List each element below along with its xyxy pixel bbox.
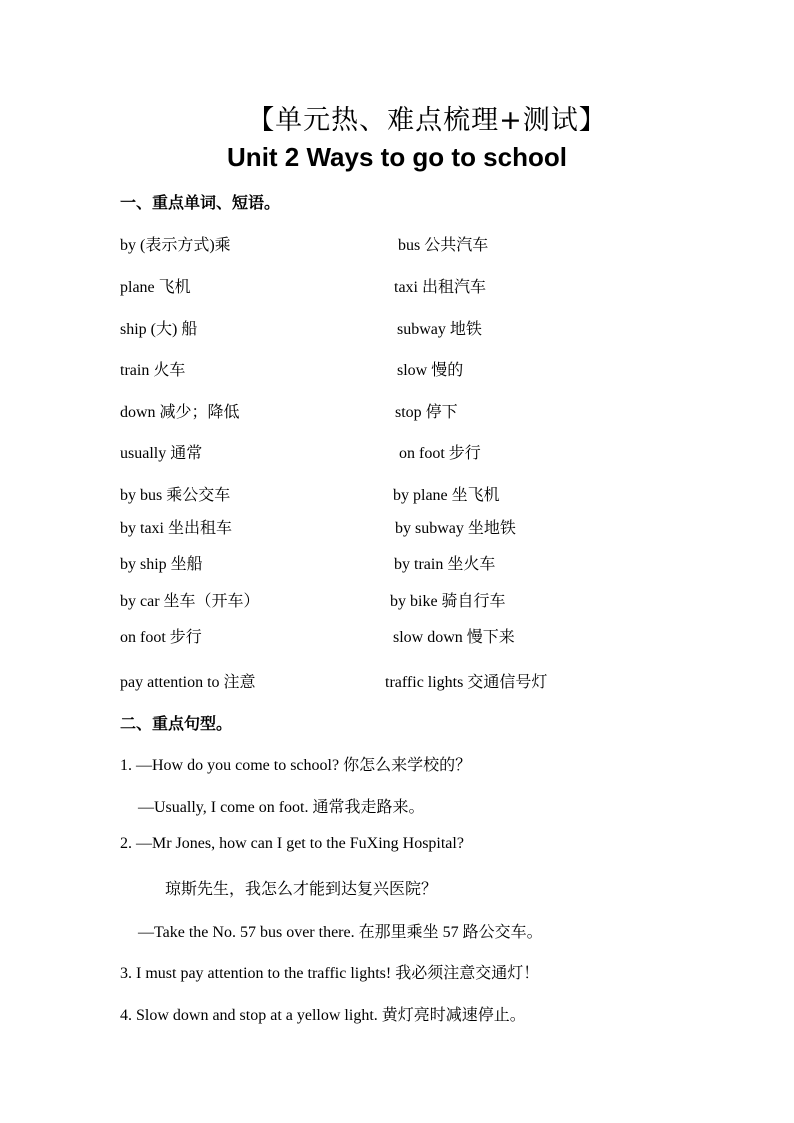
vocab-right: by train 坐火车 bbox=[394, 556, 496, 573]
vocab-right: by subway 坐地铁 bbox=[395, 520, 516, 537]
section-heading-sentences: 二、重点句型。 bbox=[120, 714, 233, 733]
vocab-left: by car 坐车（开车） bbox=[120, 593, 260, 610]
vocab-right: taxi 出租汽车 bbox=[394, 279, 486, 296]
vocab-right: slow down 慢下来 bbox=[393, 629, 515, 646]
vocab-right: subway 地铁 bbox=[397, 321, 482, 338]
vocab-right: on foot 步行 bbox=[399, 445, 481, 462]
vocab-left: by taxi 坐出租车 bbox=[120, 520, 232, 537]
vocab-left: by ship 坐船 bbox=[120, 556, 203, 573]
sentence-line: 琼斯先生，我怎么才能到达复兴医院？ bbox=[165, 881, 438, 898]
sentence-line: 3. I must pay attention to the traffic lights! 我必须注意交通灯！ bbox=[120, 965, 540, 982]
sentence-line: 1. —How do you come to school? 你怎么来学校的？ bbox=[120, 757, 472, 774]
vocab-right: by plane 坐飞机 bbox=[393, 487, 500, 504]
vocab-left: ship (大) 船 bbox=[120, 321, 198, 338]
section-heading-vocabulary: 一、重点单词、短语。 bbox=[120, 193, 281, 212]
sentence-line: 2. —Mr Jones, how can I get to the FuXing Hospital? bbox=[120, 835, 464, 852]
vocab-left: on foot 步行 bbox=[120, 629, 202, 646]
vocab-right: by bike 骑自行车 bbox=[390, 593, 506, 610]
vocab-right: slow 慢的 bbox=[397, 362, 464, 379]
vocab-left: by (表示方式)乘 bbox=[120, 237, 231, 254]
vocab-right: traffic lights 交通信号灯 bbox=[385, 674, 548, 691]
sentence-line: —Take the No. 57 bus over there. 在那里乘坐 57 路公交车。 bbox=[138, 924, 543, 941]
sentence-line: 4. Slow down and stop at a yellow light. 黄灯亮时减速停止。 bbox=[120, 1007, 526, 1024]
vocab-right: stop 停下 bbox=[395, 404, 458, 421]
vocab-left: usually 通常 bbox=[120, 445, 203, 462]
vocab-right: bus 公共汽车 bbox=[398, 237, 489, 254]
vocab-left: pay attention to 注意 bbox=[120, 674, 256, 691]
vocab-left: plane 飞机 bbox=[120, 279, 191, 296]
document-title-cn: 【单元热、难点梳理+测试】 bbox=[247, 105, 607, 136]
sentence-line: —Usually, I come on foot. 通常我走路来。 bbox=[138, 799, 425, 816]
vocab-left: down 减少；降低 bbox=[120, 404, 240, 421]
document-title-en: Unit 2 Ways to go to school bbox=[227, 142, 567, 172]
vocab-left: train 火车 bbox=[120, 362, 186, 379]
vocab-left: by bus 乘公交车 bbox=[120, 487, 231, 504]
